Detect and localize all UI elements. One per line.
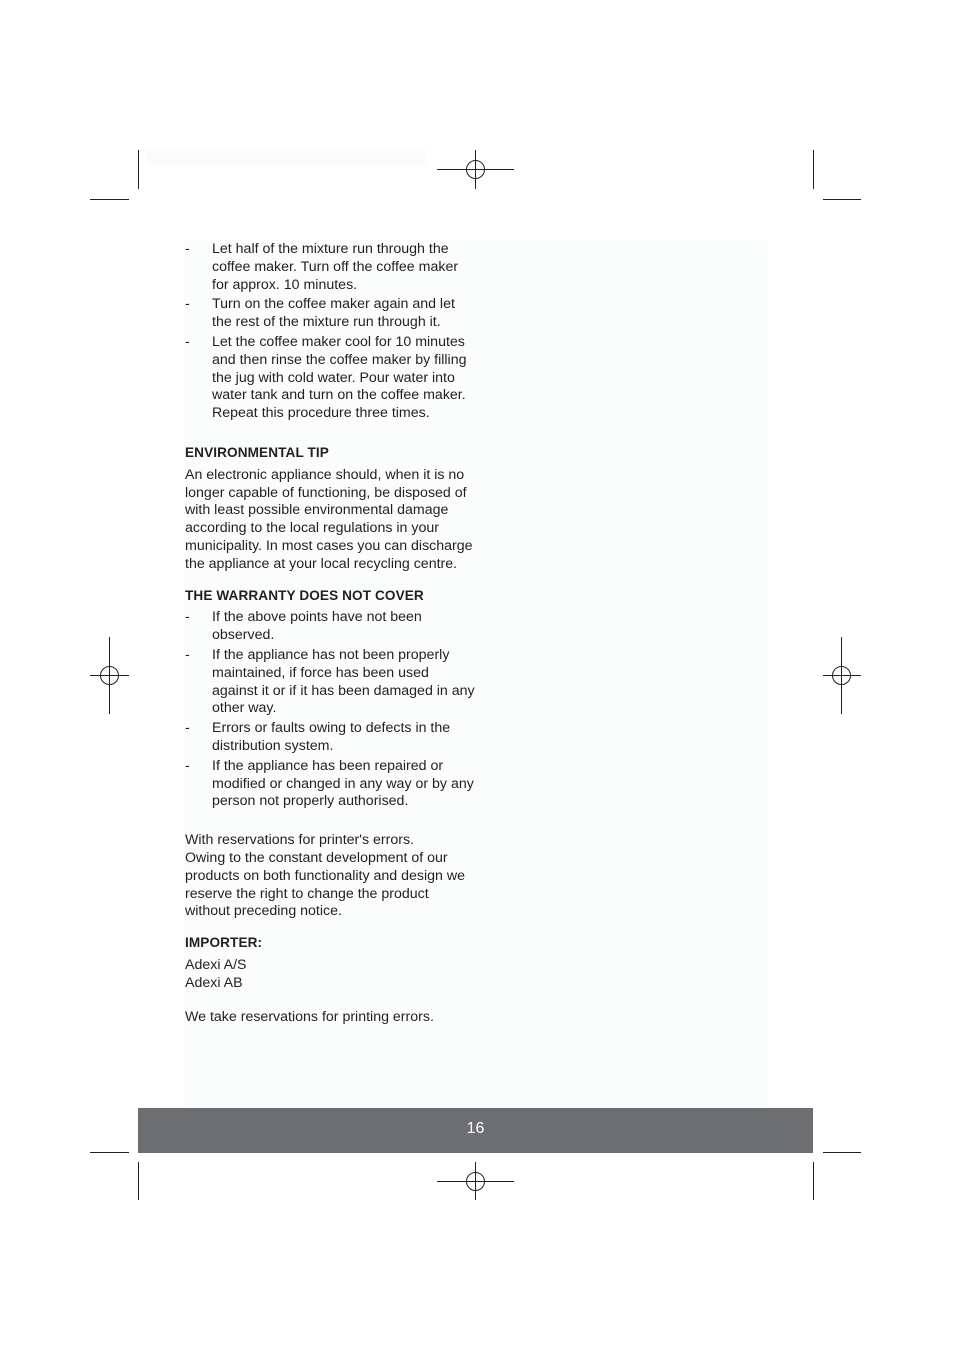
environmental-body: An electronic appliance should, when it is no longer capable of functioning, be disposed of with least possible environmental damage according to the local regulations in your municipality. In most cases you can discharge the appliance at your local recycling centre. [185, 466, 473, 572]
crop-mark [813, 150, 814, 189]
importer-heading: IMPORTER: [185, 935, 263, 951]
environmental-heading: ENVIRONMENTAL TIP [185, 444, 329, 460]
crop-mark [138, 1162, 139, 1200]
product-change-note: Owing to the constant development of our products on both functionality and design we reserve the right to change the product without preceding notice. [185, 849, 465, 920]
cleaning-steps-list [185, 241, 475, 423]
list-item: - Errors or faults owing to defects in the distribution system. [185, 720, 475, 756]
importer-name: Adexi A/S [185, 956, 247, 973]
list-item: - Let half of the mixture run through the coffee maker. Turn off the coffee maker for approx. 10 minutes. [185, 241, 475, 294]
footer-bar [138, 1108, 813, 1153]
crop-mark [823, 199, 861, 200]
warranty-list [185, 609, 475, 811]
list-item: - If the appliance has not been properly maintained, if force has been used against it or if it has been damaged in any other way. [185, 647, 475, 718]
crop-mark [90, 199, 129, 200]
list-item: - If the appliance has been repaired or modified or changed in any way or by any person not properly authorised. [185, 758, 475, 811]
list-item: - Let the coffee maker cool for 10 minutes and then rinse the coffee maker by filling the jug with cold water. Pour water into water tank and turn on the coffee maker. Repeat this procedure three times. [185, 334, 475, 423]
crop-mark [813, 1162, 814, 1200]
printer-errors-note: With reservations for printer's errors. [185, 832, 414, 849]
page-number: 16 [466, 1120, 485, 1137]
crop-mark [138, 150, 139, 189]
crop-mark [90, 1152, 129, 1153]
list-item: - If the above points have not been observed. [185, 609, 475, 645]
closing-note: We take reservations for printing errors. [185, 1009, 434, 1026]
page-tint-strip [146, 148, 426, 166]
warranty-heading: THE WARRANTY DOES NOT COVER [185, 587, 424, 603]
crop-mark [823, 1152, 861, 1153]
importer-name: Adexi AB [185, 974, 243, 991]
manual-text-column [185, 241, 475, 1027]
list-item: - Turn on the coffee maker again and let the rest of the mixture run through it. [185, 296, 475, 332]
